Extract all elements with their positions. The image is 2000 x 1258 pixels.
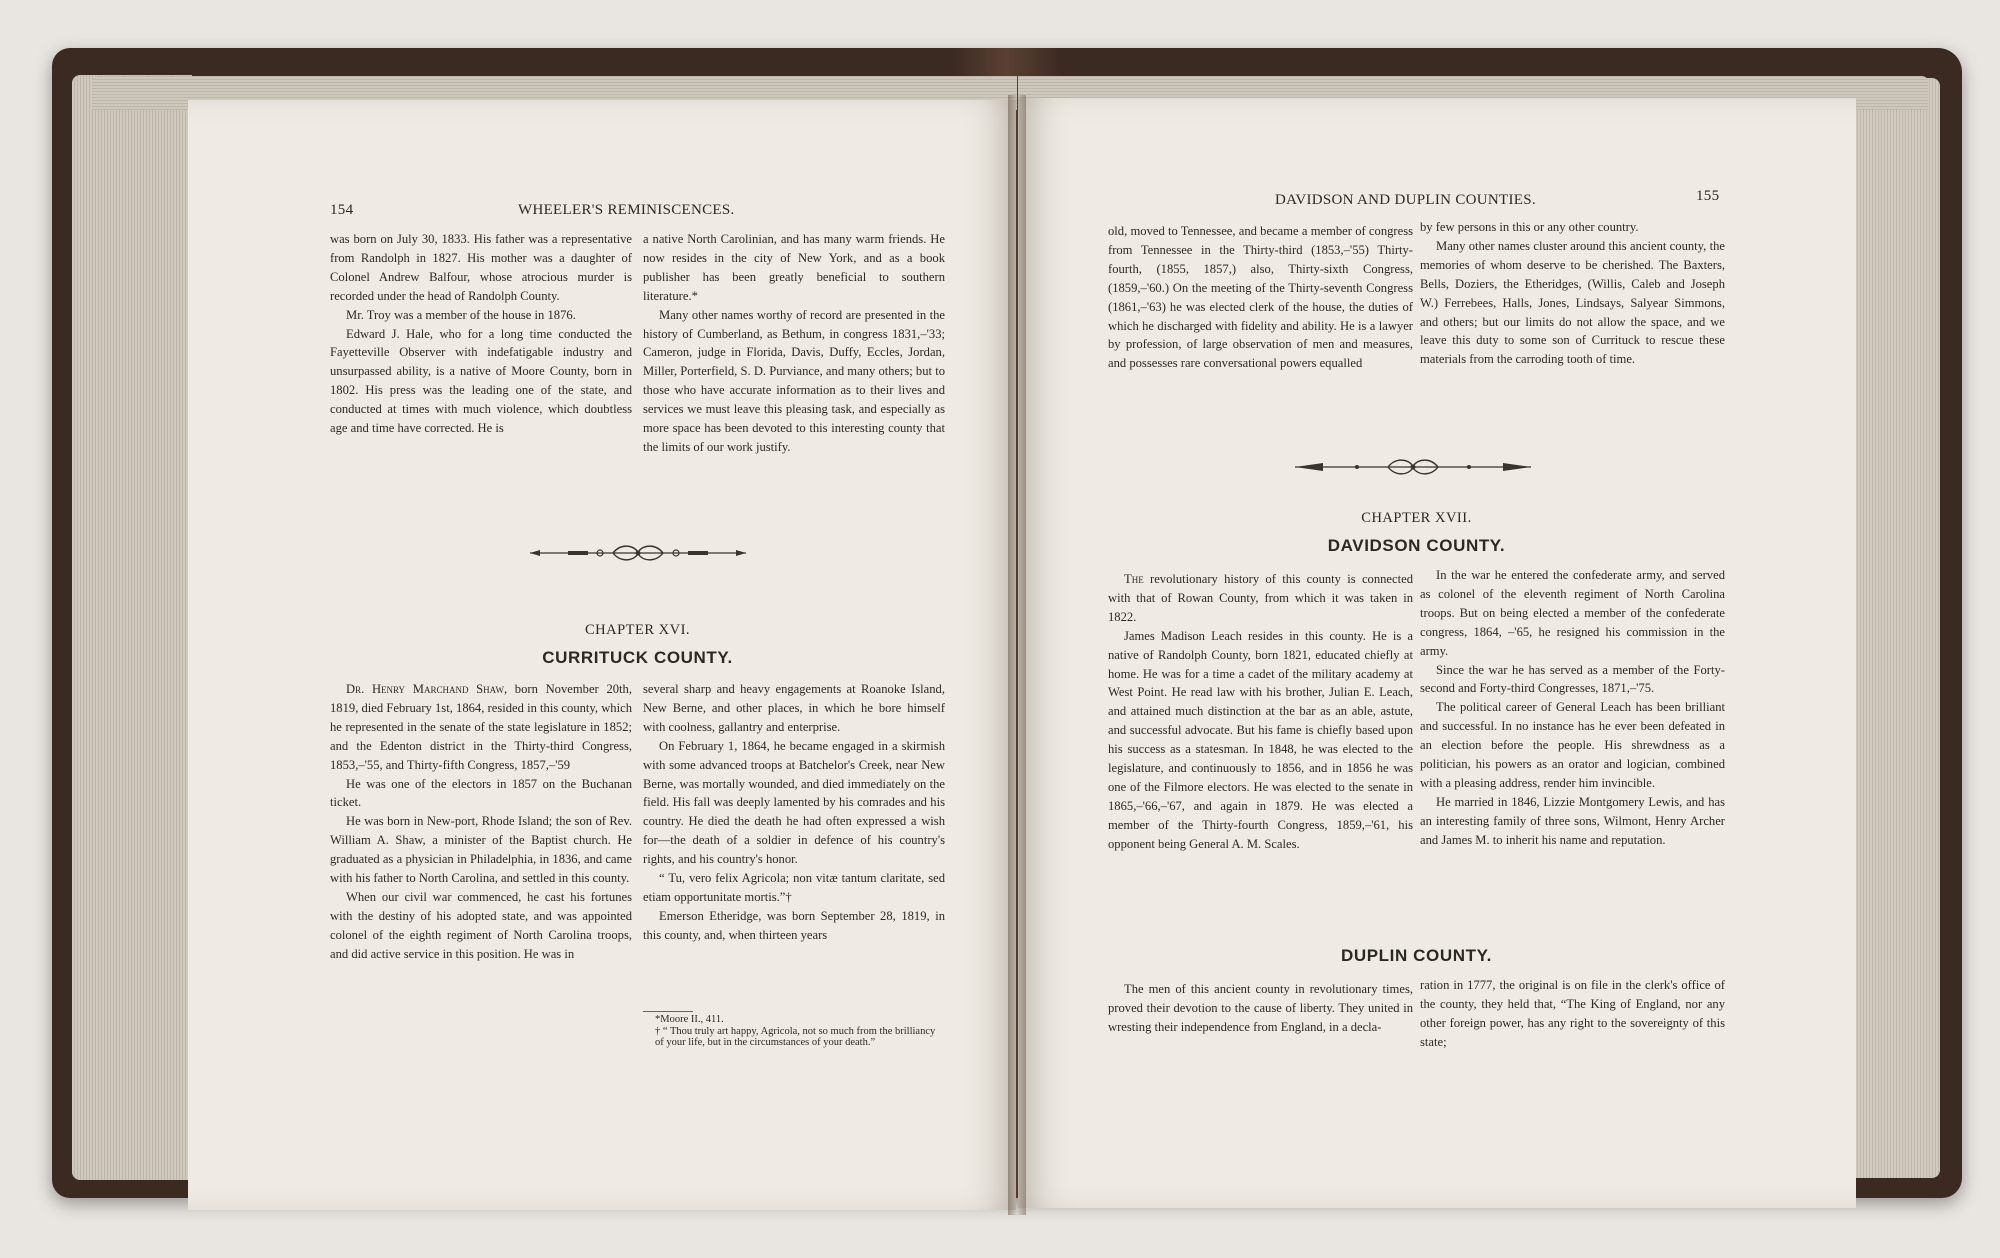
chapter-heading: CHAPTER XVII. [1361, 510, 1472, 526]
paragraph: ration in 1777, the original is on file in the clerk's office of the county, they held that, “The King of England, nor any other foreign power, has any right to the sovereignty of this state; [1420, 978, 1725, 1049]
column-top-2 [1420, 218, 1725, 369]
paragraph: The men of this ancient county in revolutionary times, proved their devotion to the cause of liberty. They united in wresting their independence from England, in a decla- [1108, 982, 1413, 1034]
paragraph: He was born in New-port, Rhode Island; the son of Rev. William A. Shaw, a minister of the Baptist church. He graduated as a physician in Philadelphia, in 1836, and came with his father to North Carolina, and settled in this county. [330, 814, 632, 886]
ornament-divider [1293, 458, 1533, 476]
paragraph: a native North Carolinian, and has many warm friends. He now resides in the city of New York, and as a book publisher has been greatly beneficial to southern literature.* [643, 232, 945, 303]
paragraph: James Madison Leach resides in this county. He is a native of Randolph County, born 1821, educated chiefly at home. He was for a time a cadet of the military academy at West Point. He read law with his brother, Julian E. Leach, and attained much distinction at the bar as an able, astute, and successful advocate. But his fame is chiefly based upon his success as a statesman. In 1848, he was elected to the legislature, and continuously to 1856, and in 1856 he was one of the Filmore electors. He was elected to the senate in 1865,–'66,–'67, and again in 1879. He was elected a member of the Thirty-fourth Congress, 1859,–'61, his opponent being General A. M. Scales. [1108, 628, 1413, 851]
lead-small-caps: Dr. Henry Marchand Shaw, [346, 682, 508, 696]
paragraph: Many other names worthy of record are presented in the history of Cumberland, as Bethum, in congress 1831,–'33; Cameron, judge in Florida, Davis, Duffy, Eccles, Jordan, Miller, Porterfield, S. D. Purviance, and many others; but to those who have accurate information as to their lives and services we must leave this pleasing task, and especially as more space has been devoted to this interesting county that the limits of our work justify. [643, 307, 945, 454]
paragraph-rest: revolutionary history of this county is connected with that of Rowan County, from which it was taken in 1822. [1108, 572, 1413, 624]
lead-small-caps: The [1124, 572, 1144, 586]
book-gutter [1008, 95, 1026, 1215]
column-davidson-2 [1420, 566, 1725, 850]
right-page [1018, 98, 1856, 1208]
paragraph: When our civil war commenced, he cast his fortunes with the destiny of his adopted state, and was appointed colonel of the eighth regiment of North Carolina troops, and did active service in this position. He was in [330, 889, 632, 961]
paragraph: In the war he entered the confederate army, and served as colonel of the eleventh regiment of North Carolina troops. But on being elected a member of the confederate congress, 1864, –'65, he resigned his commission in the army. [1420, 568, 1725, 658]
county-heading: CURRITUCK COUNTY. [542, 648, 733, 667]
paragraph: by few persons in this or any other country. [1420, 220, 1639, 234]
chapter-heading: CHAPTER XVI. [584, 622, 691, 638]
page-block-left [72, 75, 192, 1180]
footnote-rule [643, 1011, 693, 1012]
county-heading-duplin: DUPLIN COUNTY. [1340, 946, 1492, 965]
paragraph: He was one of the electors in 1857 on the Buchanan ticket. [330, 776, 632, 810]
paragraph: was born on July 30, 1833. His father was a representative from Randolph in 1827. His mother was a daughter of Colonel Andrew Balfour, whose atrocious murder is recorded under the head of Randolph County. [330, 232, 632, 303]
paragraph: Mr. Troy was a member of the house in 1876. [346, 307, 576, 322]
page-number: 154 [330, 202, 354, 218]
page-block-right [1848, 78, 1940, 1178]
ornament-divider [528, 544, 748, 562]
column-top-1 [330, 230, 632, 438]
column-top-2 [643, 230, 945, 457]
footnotes [655, 1014, 945, 1049]
column-duplin-1 [1108, 980, 1413, 1037]
paragraph: He married in 1846, Lizzie Montgomery Lewis, and has an interesting family of three sons, Wilmont, Henry Archer and James M. to inherit his name and reputation. [1420, 794, 1725, 847]
column-duplin-2 [1420, 976, 1725, 1052]
paragraph: On February 1, 1864, he became engaged in a skirmish with some advanced troops at Batchelor's Creek, near New Berne, was mortally wounded, and died immediately on the field. His fall was deeply lamented by his comrades and his country. He died the death he had often expressed a wish for—the death of a soldier in defence of his country's rights, and his country's honor. [643, 738, 945, 867]
paragraph: old, moved to Tennessee, and became a member of congress from Tennessee in the Thirty-third (1853,–'55) Thirty-fourth, (1855, 1857,) also, Thirty-sixth Congress, (1859,–'60.) On the meeting of the Thirty-seventh Congress (1861,–'63) he was elected clerk of the house, the duties of which he discharged with fidelity and ability. He is a lawyer by profession, of large observation of men and measures, and possesses rare conversational powers equalled [1108, 224, 1413, 371]
paragraph [1108, 570, 1413, 627]
paragraph: Edward J. Hale, who for a long time conducted the Fayetteville Observer with indefatigable industry and unsurpassed ability, is a native of Moore County, born in 1802. His press was the leading one of the state, and conducted at times with much violence, which doubtless age and time have corrected. He is [330, 326, 632, 436]
running-head: WHEELER'S REMINISCENCES. [518, 202, 735, 218]
paragraph: “ Tu, vero felix Agricola; non vitæ tantum claritate, sed etiam opportunitate mortis.”† [643, 871, 945, 904]
column-top-1 [1108, 222, 1413, 373]
page-number: 155 [1696, 188, 1720, 204]
column-bottom-1 [330, 680, 632, 964]
county-heading: DAVIDSON COUNTY. [1327, 536, 1506, 555]
paragraph: Emerson Etheridge, was born September 28, 1819, in this county, and, when thirteen years [643, 908, 945, 942]
running-head: DAVIDSON AND DUPLIN COUNTIES. [1275, 192, 1536, 208]
paragraph: Many other names cluster around this ancient county, the memories of whom deserve to be cherished. The Baxters, Bells, Doziers, the Etheridges, (Willis, Caleb and Joseph W.) Ferrebees, Halls, Jones, Lindsays, Salyear Simmons, and others; but our limits do not allow the space, and we leave this duty to some son of Currituck to rescue these materials from the carroding tooth of time. [1420, 238, 1725, 367]
paragraph: The political career of General Leach has been brilliant and successful. In no instance has he ever been defeated in an election before the people. His shrewdness as a politician, his powers as an orator and logician, combined with a pleasing address, render him invincible. [1420, 700, 1725, 790]
paragraph-rest: born November 20th, 1819, died February 1st, 1864, resided in this county, which he represented in the senate of the state legislature in 1852; and the Edenton district in the Thirty-third Congress, 1853,–'55, and Thirty-fifth Congress, 1857,–'59 [330, 682, 632, 772]
column-bottom-2 [643, 680, 945, 945]
column-davidson-1 [1108, 570, 1413, 854]
paragraph: several sharp and heavy engagements at Roanoke Island, New Berne, and other places, in which he bore himself with coolness, gallantry and enterprise. [643, 682, 945, 734]
paragraph: Since the war he has served as a member of the Forty-second and Forty-third Congresses, 1871,–'75. [1420, 662, 1725, 696]
left-page [188, 100, 1016, 1210]
footnote: *Moore II., 411. [655, 1014, 724, 1025]
paragraph [330, 680, 632, 775]
footnote: † “ Thou truly art happy, Agricola, not so much from the brilliancy of your life, but in the circumstances of your death.” [655, 1025, 936, 1048]
